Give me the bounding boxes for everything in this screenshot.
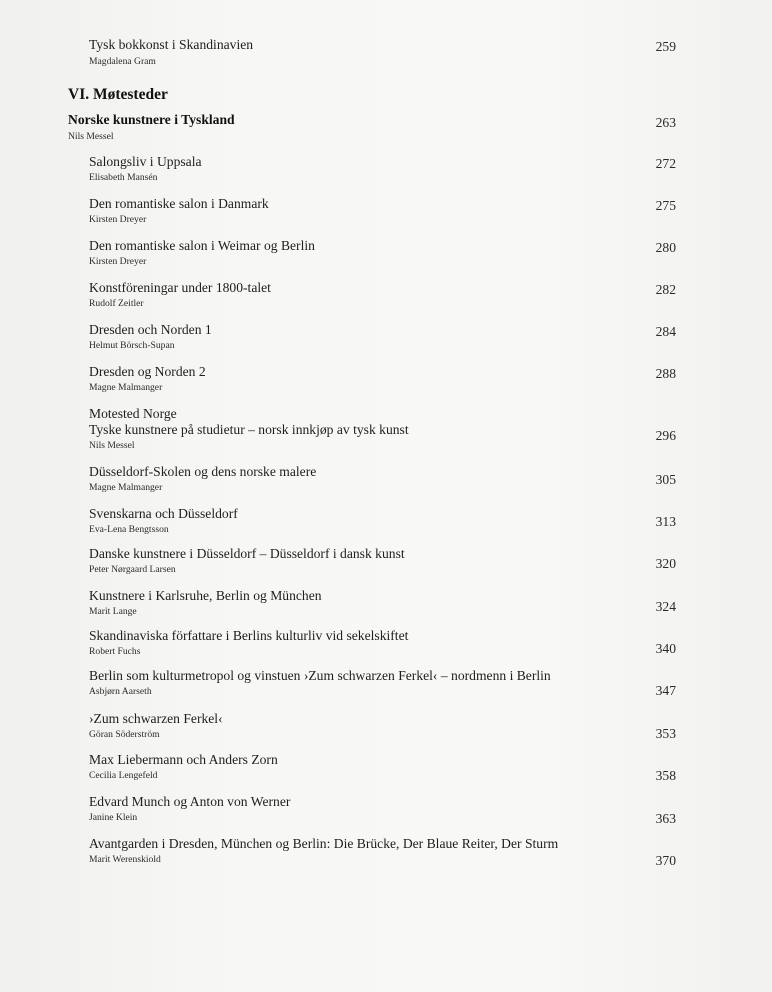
entry-author: Marit Werenskiold	[89, 854, 161, 865]
toc-entry-lead	[68, 112, 689, 143]
entry-page: 259	[655, 39, 676, 54]
toc-entry	[89, 668, 689, 698]
entry-page: 263	[655, 115, 676, 130]
entry-author: Cecilia Lengefeld	[89, 770, 158, 781]
entry-author: Magne Malmanger	[89, 382, 163, 393]
entry-title: ›Zum schwarzen Ferkel‹	[89, 711, 223, 726]
entry-author: Janine Klein	[89, 812, 138, 823]
entry-author: Robert Fuchs	[89, 646, 141, 657]
toc-entry	[89, 588, 689, 618]
entry-title: Dresden och Norden 1	[89, 322, 212, 337]
entry-page: 324	[655, 599, 676, 614]
entry-page: 340	[655, 641, 676, 656]
entry-title: Berlin som kulturmetropol og vinstuen ›Zum schwarzen Ferkel‹ – nordmenn i Berlin	[89, 668, 551, 683]
entry-author: Rudolf Zeitler	[89, 298, 144, 309]
toc-entry	[89, 836, 689, 866]
entry-page: 288	[655, 366, 676, 381]
entry-author: Eva-Lena Bengtsson	[89, 524, 169, 535]
toc-entry	[89, 546, 689, 576]
entry-title: Konstföreningar under 1800-talet	[89, 280, 271, 295]
entry-page: 272	[655, 156, 676, 171]
entry-title: Skandinaviska författare i Berlins kulturliv vid sekelskiftet	[89, 628, 409, 643]
entry-title: Norske kunstnere i Tyskland	[68, 112, 235, 127]
entry-page: 313	[655, 514, 676, 529]
entry-author: Kirsten Dreyer	[89, 256, 147, 267]
entry-author: Helmut Börsch-Supan	[89, 340, 175, 351]
entry-author: Asbjørn Aarseth	[89, 686, 152, 697]
entry-page: 275	[655, 198, 676, 213]
entry-page: 282	[655, 282, 676, 297]
entry-title: Motested Norge	[89, 406, 177, 421]
toc-entry	[89, 196, 689, 226]
entry-title: Danske kunstnere i Düsseldorf – Düsseldorf i dansk kunst	[89, 546, 405, 561]
entry-author: Nils Messel	[68, 131, 114, 142]
toc-entry	[89, 406, 689, 452]
entry-author: Magne Malmanger	[89, 482, 163, 493]
toc-entry	[89, 238, 689, 268]
toc-entry	[89, 322, 689, 352]
entry-title: Max Liebermann och Anders Zorn	[89, 752, 278, 767]
toc-entry	[89, 506, 689, 536]
entry-page: 320	[655, 556, 676, 571]
entry-title: Den romantiske salon i Weimar og Berlin	[89, 238, 315, 253]
entry-page: 363	[655, 811, 676, 826]
entry-author: Peter Nørgaard Larsen	[89, 564, 176, 575]
entry-page: 358	[655, 768, 676, 783]
entry-page: 370	[655, 853, 676, 868]
entry-title: Svenskarna och Düsseldorf	[89, 506, 238, 521]
entry-page: 280	[655, 240, 676, 255]
section-heading: VI. Møtesteder	[68, 86, 168, 103]
entry-author: Marit Lange	[89, 606, 137, 617]
toc-entry	[89, 154, 689, 184]
toc-entry	[89, 794, 689, 824]
toc-entry	[89, 364, 689, 394]
toc-entry	[89, 464, 689, 494]
entry-title: Den romantiske salon i Danmark	[89, 196, 269, 211]
entry-subtitle: Tyske kunstnere på studietur – norsk innkjøp av tysk kunst	[89, 422, 409, 437]
entry-page: 305	[655, 472, 676, 487]
entry-author: Kirsten Dreyer	[89, 214, 147, 225]
entry-title: Tysk bokkonst i Skandinavien	[89, 37, 254, 52]
toc-entry	[89, 752, 689, 782]
toc-entry	[89, 37, 689, 68]
entry-page: 347	[655, 683, 676, 698]
toc-entry	[89, 711, 689, 741]
entry-author: Nils Messel	[89, 440, 135, 451]
toc-entry	[89, 628, 689, 658]
entry-author: Göran Söderström	[89, 729, 160, 740]
entry-author: Elisabeth Mansén	[89, 172, 158, 183]
entry-title: Düsseldorf-Skolen og dens norske malere	[89, 464, 317, 479]
entry-title: Kunstnere i Karlsruhe, Berlin og München	[89, 588, 322, 603]
entry-page: 296	[655, 428, 676, 443]
entry-page: 284	[655, 324, 676, 339]
entry-title: Salongsliv i Uppsala	[89, 154, 202, 169]
toc-entry	[89, 280, 689, 310]
entry-page: 353	[655, 726, 676, 741]
entry-title: Dresden og Norden 2	[89, 364, 206, 379]
entry-title: Avantgarden i Dresden, München og Berlin: Die Brücke, Der Blaue Reiter, Der Sturm	[89, 836, 559, 851]
entry-author: Magdalena Gram	[89, 56, 156, 67]
entry-title: Edvard Munch og Anton von Werner	[89, 794, 291, 809]
